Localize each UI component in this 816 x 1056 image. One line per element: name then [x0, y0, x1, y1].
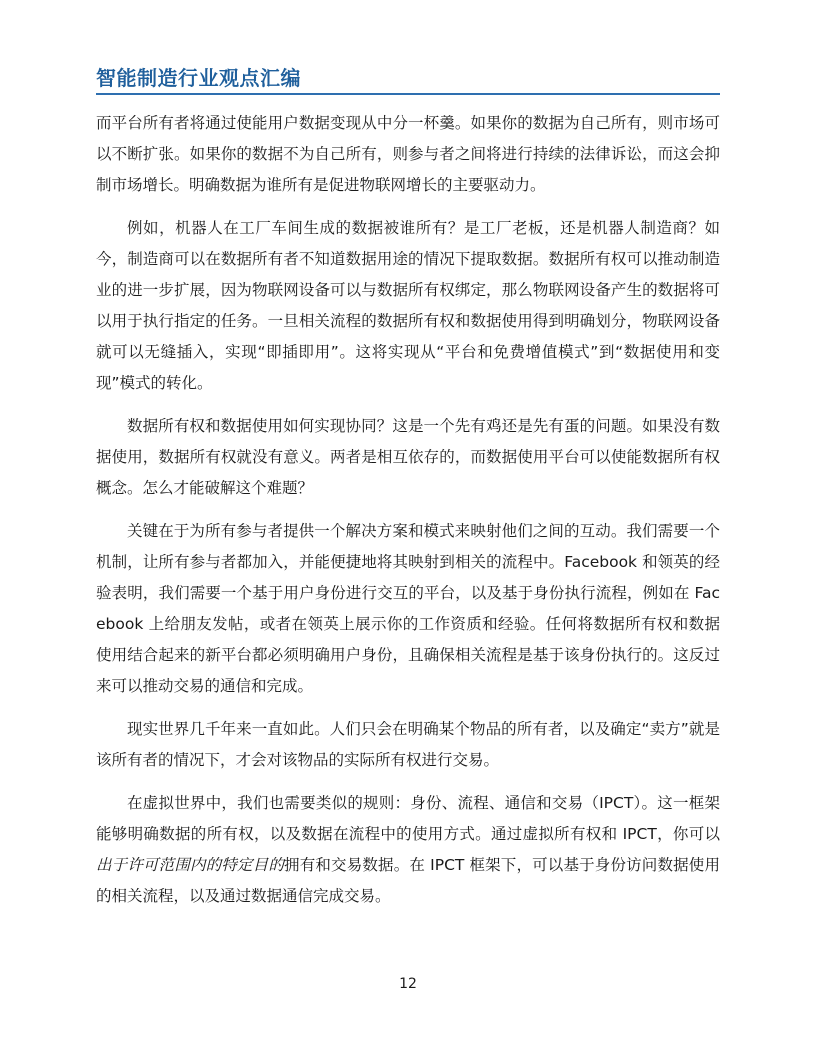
paragraph-5: 现实世界几千年来一直如此。人们只会在明确某个物品的所有者，以及确定“卖方”就是该所有者的情况下，才会对该物品的实际所有权进行交易。: [96, 720, 720, 769]
page-header-title: 智能制造行业观点汇编: [96, 66, 301, 90]
paragraph-6: [96, 788, 720, 912]
paragraph-6-before: 在虚拟世界中，我们也需要类似的规则：身份、流程、通信和交易（IPCT）。这一框架能够明确数据的所有权，以及数据在流程中的使用方式。通过虚拟所有权和 IPCT，你可以: [96, 794, 720, 843]
paragraph-4: 关键在于为所有参与者提供一个解决方案和模式来映射他们之间的互动。我们需要一个机制，让所有参与者都加入，并能便捷地将其映射到相关的流程中。Facebook 和领英的经验表明，我们需要一个基于用户身份进行交互的平台，以及基于身份执行流程，例如在 Facebook 上给朋友发帖，或者在领英上展示你的工作资质和经验。任何将数据所有权和数据使用结合起来的新平台都必须明确用户身份，且确保相关流程是基于该身份执行的。这反过来可以推动交易的通信和完成。: [96, 522, 720, 695]
header-divider: [96, 93, 720, 95]
body-text: [96, 108, 720, 924]
paragraph-2: 例如，机器人在工厂车间生成的数据被谁所有？是工厂老板，还是机器人制造商？如今，制造商可以在数据所有者不知道数据用途的情况下提取数据。数据所有权可以推动制造业的进一步扩展，因为物联网设备可以与数据所有权绑定，那么物联网设备产生的数据将可以用于执行指定的任务。一旦相关流程的数据所有权和数据使用得到明确划分，物联网设备就可以无缝插入，实现“即插即用”。这将实现从“平台和免费增值模式”到“数据使用和变现”模式的转化。: [96, 219, 720, 392]
paragraph-1: 而平台所有者将通过使能用户数据变现从中分一杯羹。如果你的数据为自己所有，则市场可以不断扩张。如果你的数据不为自己所有，则参与者之间将进行持续的法律诉讼，而这会抑制市场增长。明确数据为谁所有是促进物联网增长的主要驱动力。: [96, 114, 720, 194]
paragraph-6-italic: 出于许可范围内的特定目的: [96, 856, 285, 874]
paragraph-3: 数据所有权和数据使用如何实现协同？这是一个先有鸡还是先有蛋的问题。如果没有数据使用，数据所有权就没有意义。两者是相互依存的，而数据使用平台可以使能数据所有权概念。怎么才能破解这个难题？: [96, 417, 720, 497]
paragraph-6-after: 拥有和交易数据。在 IPCT 框架下，可以基于身份访问数据使用的相关流程，以及通过数据通信完成交易。: [96, 856, 720, 905]
page-number: 12: [399, 976, 417, 992]
